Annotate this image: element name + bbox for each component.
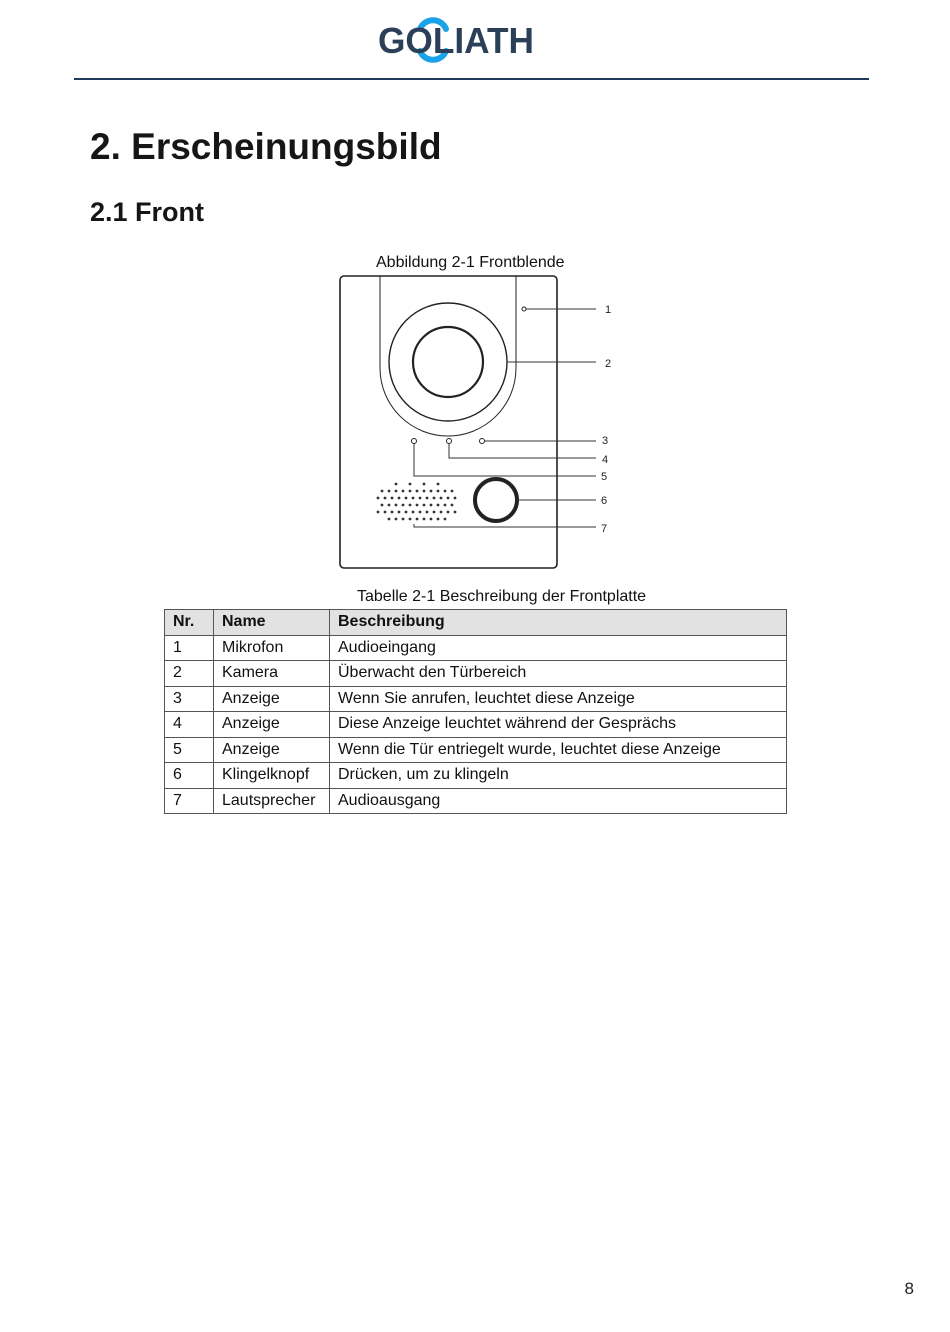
subsection-title: 2.1 Front <box>90 197 205 227</box>
callout-5: 5 <box>601 471 608 483</box>
callout-4: 4 <box>602 454 609 466</box>
table-row <box>165 661 787 687</box>
indicator-4 <box>447 439 452 444</box>
front-panel-table <box>164 609 787 814</box>
table-row <box>165 686 787 712</box>
callout-3: 3 <box>602 435 609 447</box>
header-divider <box>74 78 869 80</box>
panel-outline <box>340 276 557 568</box>
cell-nr: 4 <box>165 712 214 738</box>
header-description: Beschreibung <box>330 610 787 636</box>
header-nr: Nr. <box>165 610 214 636</box>
table-caption: Tabelle 2-1 Beschreibung der Frontplatte <box>357 588 647 605</box>
callout-2: 2 <box>605 358 612 370</box>
cell-name: Anzeige <box>214 712 330 738</box>
cell-description: Wenn Sie anrufen, leuchtet diese Anzeige <box>330 686 787 712</box>
camera-lens <box>413 327 483 397</box>
indicator-5 <box>412 439 417 444</box>
cell-description: Drücken, um zu klingeln <box>330 763 787 789</box>
microphone-hole <box>522 307 526 311</box>
table-row <box>165 635 787 661</box>
cell-nr: 6 <box>165 763 214 789</box>
logo-text: GOLIATH <box>378 20 534 61</box>
cell-description: Audioeingang <box>330 635 787 661</box>
cell-description: Wenn die Tür entriegelt wurde, leuchtet diese Anzeige <box>330 737 787 763</box>
table-row <box>165 788 787 814</box>
cell-nr: 1 <box>165 635 214 661</box>
front-panel-diagram <box>330 272 630 577</box>
table-row <box>165 737 787 763</box>
cell-name: Anzeige <box>214 737 330 763</box>
speaker-grille <box>377 483 457 521</box>
callout-1: 1 <box>605 304 612 316</box>
header-name: Name <box>214 610 330 636</box>
cell-nr: 3 <box>165 686 214 712</box>
indicator-3 <box>480 439 485 444</box>
section-title: 2. Erscheinungsbild <box>90 126 442 167</box>
cell-nr: 5 <box>165 737 214 763</box>
cell-description: Audioausgang <box>330 788 787 814</box>
goliath-logo <box>376 6 538 72</box>
cell-name: Mikrofon <box>214 635 330 661</box>
camera-housing <box>380 276 516 436</box>
cell-description: Diese Anzeige leuchtet während der Gesprächs <box>330 712 787 738</box>
table-row <box>165 712 787 738</box>
camera-ring <box>389 303 507 421</box>
figure-caption: Abbildung 2-1 Frontblende <box>376 254 565 271</box>
cell-name: Anzeige <box>214 686 330 712</box>
cell-nr: 2 <box>165 661 214 687</box>
cell-description: Überwacht den Türbereich <box>330 661 787 687</box>
cell-name: Klingelknopf <box>214 763 330 789</box>
cell-name: Lautsprecher <box>214 788 330 814</box>
cell-nr: 7 <box>165 788 214 814</box>
cell-name: Kamera <box>214 661 330 687</box>
callout-7: 7 <box>601 523 608 535</box>
bell-button <box>475 479 517 521</box>
page-number: 8 <box>904 1279 914 1298</box>
table-row <box>165 763 787 789</box>
callout-6: 6 <box>601 495 608 507</box>
table-header-row <box>165 610 787 636</box>
